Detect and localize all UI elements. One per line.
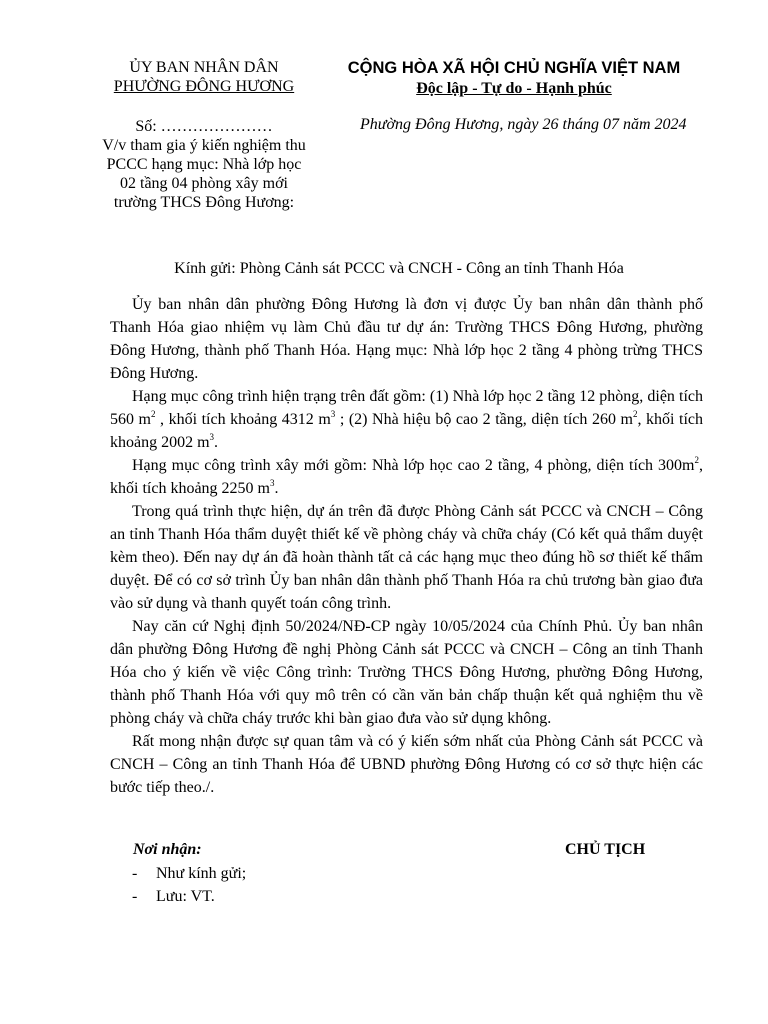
subject-line-4: trường THCS Đông Hương: xyxy=(113,194,295,211)
superscript: 2 xyxy=(632,409,638,419)
document-reference xyxy=(90,117,318,212)
signer-title: CHỦ TỊCH xyxy=(565,841,646,858)
superscript: 3 xyxy=(330,409,336,419)
document-number: Số: ………………… xyxy=(135,118,273,135)
paragraph-5: Nay căn cứ Nghị định 50/2024/NĐ-CP ngày 10/05/2024 của Chính Phủ. Ủy ban nhân dân phường Đông Hương đề nghị Phòng Cảnh sát PCCC và CNCH – Công an tỉnh Thanh Hóa cho ý kiến về việc Công trình: Trường THCS Đông Hương, phường Đông Hương, thành phố Thanh Hóa với quy mô trên có cần văn bản chấp thuận kết quả nghiệm thu về phòng cháy và chữa cháy trước khi bàn giao đưa vào sử dụng không. xyxy=(110,618,703,727)
p2-text-e: . xyxy=(214,434,219,451)
recipients-label: Nơi nhận: xyxy=(133,841,202,858)
subject-line-3: 02 tầng 04 phòng xây mới xyxy=(120,175,288,192)
subject-line-1: V/v tham gia ý kiến nghiệm thu xyxy=(102,137,306,154)
p3-text-b: , khối tích khoảng 2250 m xyxy=(110,457,703,497)
list-dash: - xyxy=(132,865,138,882)
paragraph-3 xyxy=(110,454,703,500)
superscript: 2 xyxy=(151,409,156,419)
superscript: 2 xyxy=(694,455,699,465)
org-ward-name: PHƯỜNG ĐÔNG HƯƠNG xyxy=(113,78,295,95)
paragraph-1: Ủy ban nhân dân phường Đông Hương là đơn vị được Ủy ban nhân dân thành phố Thanh Hóa giao nhiệm vụ làm Chủ đầu tư dự án: Trường THCS Đông Hương, phường Đông Hương, thành phố Thanh Hóa. Hạng mục: Nhà lớp học 2 tầng 4 phòng trừng THCS Đông Hương. xyxy=(110,296,703,382)
p2-text-c: ; (2) Nhà hiệu bộ cao 2 tầng, diện tích 260 m xyxy=(335,411,633,428)
p3-text-c: . xyxy=(274,480,279,497)
paragraph-2 xyxy=(110,385,703,454)
superscript: 3 xyxy=(269,478,275,488)
national-heading xyxy=(316,58,712,99)
nation-title: CỘNG HÒA XÃ HỘI CHỦ NGHĨA VIỆT NAM xyxy=(347,59,681,77)
paragraph-4: Trong quá trình thực hiện, dự án trên đã được Phòng Cảnh sát PCCC và CNCH – Công an tỉnh Thanh Hóa thẩm duyệt thiết kế về phòng cháy và chữa cháy (Có kết quả thẩm duyệt kèm theo). Đến nay dự án đã hoàn thành tất cả các hạng mục theo đúng hồ sơ thiết kế thẩm duyệt. Để có cơ sở trình Ủy ban nhân dân thành phố Thanh Hóa ra chủ trương bàn giao đưa vào sử dụng và thanh quyết toán công trình. xyxy=(110,503,703,612)
p3-text-a: Hạng mục công trình xây mới gồm: Nhà lớp học cao 2 tầng, 4 phòng, diện tích 300m xyxy=(132,457,695,474)
recipient-line: Kính gửi: Phòng Cảnh sát PCCC và CNCH - Công an tỉnh Thanh Hóa xyxy=(174,260,624,277)
document-date: Phường Đông Hương, ngày 26 tháng 07 năm 2024 xyxy=(360,116,687,133)
p2-text-a: Hạng mục công trình hiện trạng trên đất gồm: (1) Nhà lớp học 2 tầng 12 phòng, diện tích 560 m xyxy=(110,388,703,428)
subject-line-2: PCCC hạng mục: Nhà lớp học xyxy=(106,156,302,173)
recipient-item-text: Lưu: VT. xyxy=(156,888,215,905)
org-name: ỦY BAN NHÂN DÂN xyxy=(129,59,279,76)
p2-text-d: , khối tích khoảng 2002 m xyxy=(110,411,703,451)
superscript: 3 xyxy=(209,432,215,442)
paragraph-6: Rất mong nhận được sự quan tâm và có ý kiến sớm nhất của Phòng Cảnh sát PCCC và CNCH – Công an tỉnh Thanh Hóa để UBND phường Đông Hương có cơ sở thực hiện các bước tiếp theo./. xyxy=(110,733,703,796)
p2-text-b: , khối tích khoảng 4312 m xyxy=(155,411,331,428)
letter-body xyxy=(110,293,703,799)
recipient-item-text: Như kính gửi; xyxy=(156,865,247,882)
nation-motto: Độc lập - Tự do - Hạnh phúc xyxy=(416,80,612,97)
issuing-organization xyxy=(90,58,318,96)
list-dash: - xyxy=(132,888,138,905)
